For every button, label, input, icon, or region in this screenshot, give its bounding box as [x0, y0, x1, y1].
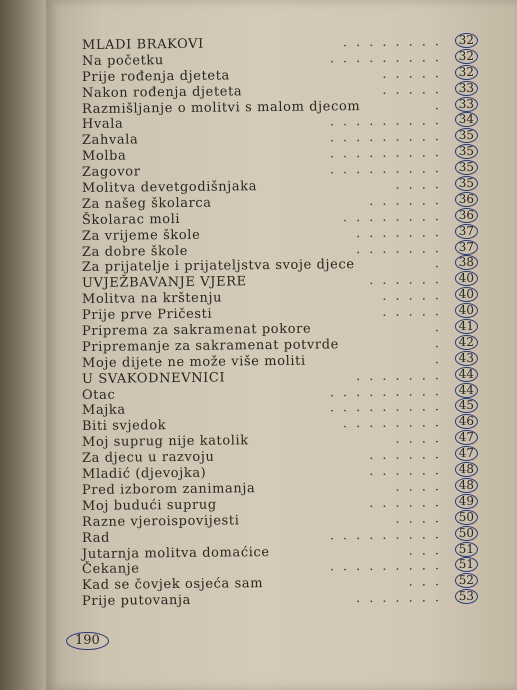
toc-entry-title: Hvala — [81, 117, 124, 133]
toc-entry-title: Prije rođenja djeteta — [81, 68, 230, 85]
toc-entry-title: Za djecu u razvoju — [81, 449, 215, 467]
page-number: 190 — [66, 632, 109, 650]
leader-dots: ......... — [329, 558, 449, 575]
toc-entry-title: Za našeg školarca — [81, 195, 212, 212]
toc-entry-title: Molba — [81, 148, 127, 165]
toc-page-number: 47 — [455, 446, 478, 461]
toc-page-number: 32 — [455, 49, 478, 64]
toc-entry-title: Zahvala — [81, 132, 139, 149]
toc-page-number: 43 — [455, 351, 478, 366]
leader-dots: ...... — [369, 272, 449, 289]
toc-page-number: 52 — [455, 573, 478, 588]
toc-page-number: 32 — [455, 33, 478, 48]
toc-page-number: 34 — [455, 112, 478, 127]
toc-page-number: 44 — [455, 382, 478, 397]
toc-entry-title: U SVAKODNEVNICI — [81, 370, 226, 387]
toc-entry-title: Molitva devetgodišnjaka — [81, 179, 258, 197]
toc-entry — [82, 590, 482, 610]
toc-page-number: 36 — [455, 208, 478, 223]
toc-entry-title: Čekanje — [81, 561, 140, 578]
toc-entry-title: Razmišljanje o molitvi s malom djecom — [81, 98, 361, 117]
leader-dots: ........ — [342, 34, 449, 51]
toc-page-number: 45 — [455, 398, 478, 413]
toc-page-number: 51 — [455, 541, 478, 556]
leader-dots: ......... — [329, 145, 449, 162]
toc-entry-title: Otac — [81, 387, 116, 403]
toc-entry-title: Na početku — [81, 53, 164, 69]
leader-dots: ......... — [329, 526, 449, 544]
leader-dots: . — [434, 256, 449, 272]
toc-page-number: 33 — [455, 96, 478, 111]
toc-entry-title: Mladić (djevojka) — [81, 465, 207, 483]
toc-entry-title: Školarac moli — [81, 211, 181, 228]
toc-page-number: 32 — [455, 65, 478, 80]
leader-dots: ....... — [355, 240, 449, 257]
leader-dots: ...... — [369, 193, 449, 209]
leader-dots: ....... — [355, 224, 449, 241]
toc-page-number: 42 — [455, 335, 478, 350]
toc-entry-title: Pred izborom zanimanja — [81, 481, 256, 498]
table-of-contents — [81, 32, 482, 610]
toc-entry-title: Majka — [81, 403, 126, 419]
toc-page-number: 48 — [455, 462, 478, 477]
toc-entry-title: Za prijatelje i prijateljstva svoje djece — [81, 257, 355, 276]
leader-dots: ...... — [369, 447, 449, 464]
toc-entry-title: Rad — [81, 530, 111, 546]
leader-dots: ...... — [369, 463, 449, 480]
toc-page-number: 40 — [455, 303, 478, 318]
toc-page-number: 51 — [455, 557, 478, 572]
toc-entry-title: Za dobre škole — [81, 243, 189, 260]
toc-entry-title: Za vrijeme škole — [81, 227, 201, 244]
toc-page-number: 41 — [455, 319, 478, 334]
leader-dots: ......... — [329, 383, 449, 400]
toc-entry-title: UVJEŽBAVANJE VJERE — [81, 274, 247, 292]
leader-dots: . — [434, 336, 449, 352]
toc-entry-title: Jutarnja molitva domaćice — [81, 544, 270, 562]
toc-page-number: 33 — [455, 81, 478, 96]
leader-dots: ... — [408, 574, 449, 590]
toc-page-number: 50 — [455, 510, 478, 525]
leader-dots: .... — [395, 431, 449, 447]
toc-entry-title: Prije putovanja — [81, 593, 192, 610]
toc-page-number: 35 — [455, 128, 478, 143]
toc-page-number: 35 — [455, 144, 478, 159]
toc-page-number: 47 — [455, 430, 478, 445]
leader-dots: .... — [395, 479, 449, 495]
toc-entry-title: Razne vjeroispovijesti — [81, 513, 240, 530]
leader-dots: ......... — [329, 50, 449, 67]
toc-entry-title: Moj budući suprug — [81, 497, 217, 514]
toc-page-number: 35 — [455, 160, 478, 175]
leader-dots: .... — [395, 177, 449, 193]
toc-page-number: 35 — [455, 176, 478, 191]
toc-entry-title: MLADI BRAKOVI — [81, 36, 204, 53]
toc-page-number: 37 — [455, 239, 478, 254]
toc-page-number: 50 — [455, 525, 478, 540]
toc-entry-title: Nakon rođenja djeteta — [81, 83, 243, 101]
toc-page-number: 53 — [455, 589, 478, 604]
leader-dots: ....... — [355, 590, 449, 607]
leader-dots: . — [434, 320, 449, 336]
toc-page-number: 46 — [455, 414, 478, 429]
leader-dots: ....... — [355, 367, 449, 384]
leader-dots: ...... — [369, 494, 449, 511]
toc-entry-title: Moje dijete ne može više moliti — [81, 353, 306, 371]
leader-dots: ......... — [329, 113, 449, 130]
toc-entry-title: Biti svjedok — [81, 418, 167, 435]
leader-dots: .... — [395, 510, 449, 527]
toc-page-number: 49 — [455, 494, 478, 509]
leader-dots: ..... — [382, 81, 449, 98]
leader-dots: ......... — [329, 129, 449, 146]
toc-page-number: 48 — [455, 478, 478, 493]
leader-dots: ..... — [382, 304, 449, 320]
leader-dots: ..... — [382, 65, 449, 82]
leader-dots: ........ — [342, 415, 449, 432]
toc-page-number: 36 — [455, 192, 478, 207]
toc-entry-title: Zagovor — [81, 164, 141, 181]
toc-entry-title: Pripremanje za sakramenat potvrde — [81, 337, 339, 355]
book-spine — [0, 0, 46, 690]
toc-page-number: 40 — [455, 271, 478, 286]
toc-entry-title: Molitva na krštenju — [81, 290, 223, 308]
leader-dots: . — [434, 97, 449, 113]
leader-dots: ..... — [382, 288, 449, 305]
toc-page-number: 40 — [455, 287, 478, 302]
leader-dots: . — [434, 351, 449, 368]
leader-dots: ... — [408, 542, 449, 559]
toc-entry-title: Moj suprug nije katolik — [81, 433, 249, 451]
toc-entry-title: Priprema za sakramenat pokore — [81, 321, 312, 340]
leader-dots: ........ — [342, 208, 449, 226]
toc-entry-title: Kad se čovjek osjeća sam — [81, 576, 264, 594]
toc-page-number: 38 — [455, 255, 478, 270]
leader-dots: ......... — [329, 399, 449, 416]
toc-page-number: 44 — [455, 367, 478, 382]
toc-entry-title: Prije prve Pričesti — [81, 306, 213, 324]
toc-page-number: 37 — [455, 224, 478, 239]
leader-dots: ......... — [329, 161, 449, 178]
